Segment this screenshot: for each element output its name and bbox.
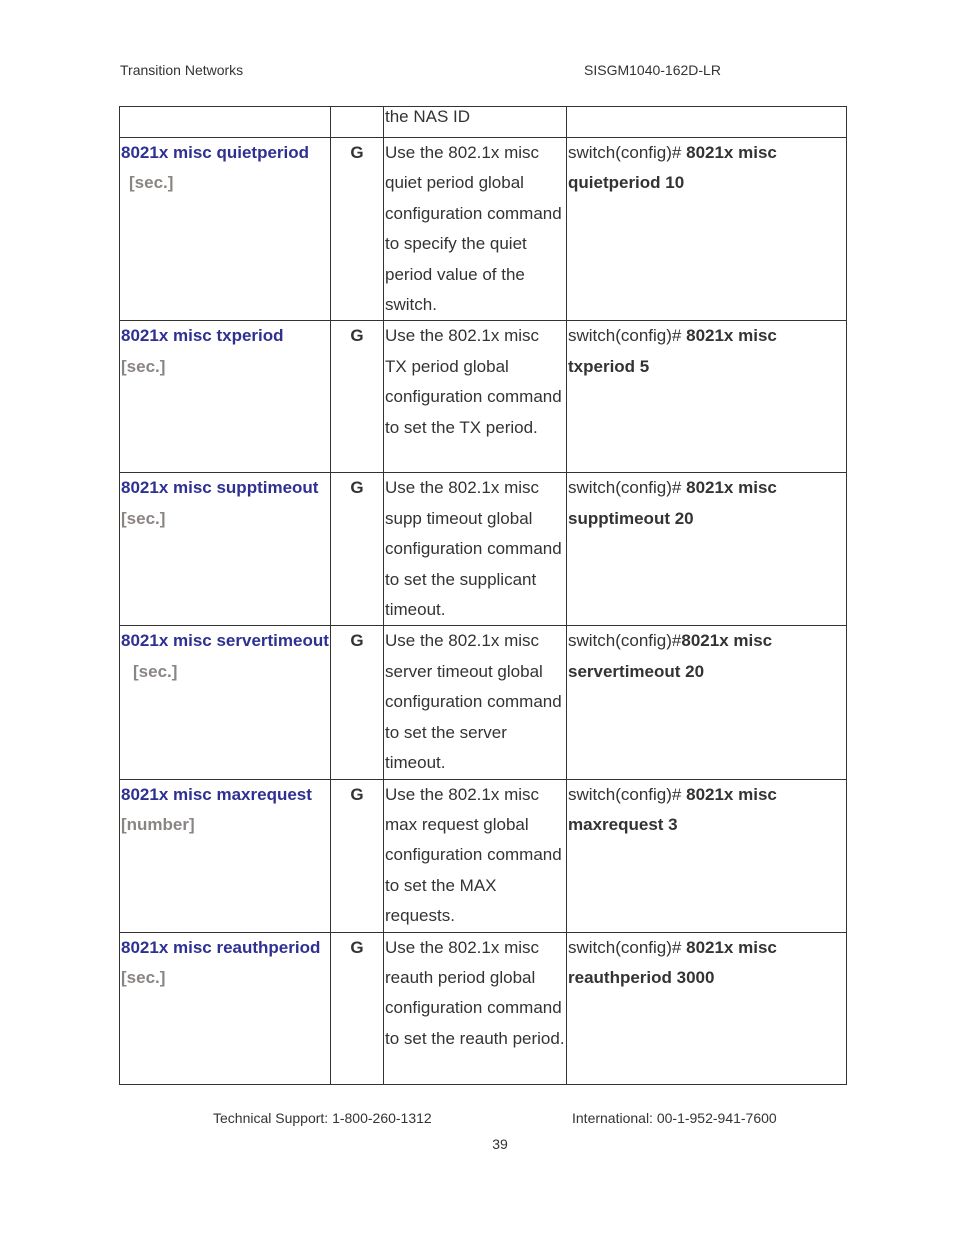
mode-cell: G (331, 138, 384, 321)
table-row (120, 779, 847, 932)
command-param: [number] (121, 814, 195, 834)
command-param: [sec.] (121, 356, 166, 376)
description-cell: the NAS ID (384, 107, 567, 138)
command-cell (120, 626, 331, 779)
mode-cell: G (331, 626, 384, 779)
header-model: SISGM1040-162D-LR (584, 62, 721, 78)
command-name: 8021x misc quietperiod (121, 143, 310, 162)
example-prompt: switch(config)# (568, 937, 687, 957)
example-prompt: switch(config)# (568, 784, 687, 804)
command-cell (120, 138, 331, 321)
command-cell (120, 321, 331, 473)
table-row (120, 626, 847, 779)
command-name: 8021x misc maxrequest (121, 784, 312, 804)
example-command: 8021x misc servertimeout 20 (568, 631, 773, 681)
command-param: [sec.] (129, 173, 174, 193)
example-prompt: switch(config)# (568, 143, 687, 162)
example-cell (567, 932, 847, 1084)
table-row (120, 138, 847, 321)
command-name: 8021x misc reauthperiod (121, 937, 321, 957)
example-cell (567, 626, 847, 779)
example-command: 8021x misc quietperiod 10 (568, 143, 777, 193)
example-cell (567, 321, 847, 473)
table-row (120, 321, 847, 473)
command-name: 8021x misc txperiod (121, 326, 284, 346)
example-cell (567, 473, 847, 626)
table-row (120, 473, 847, 626)
command-name: 8021x misc supptimeout (121, 478, 319, 498)
mode-cell (331, 107, 384, 138)
example-prompt: switch(config)# (568, 478, 687, 498)
mode-cell: G (331, 321, 384, 473)
example-cell (567, 779, 847, 932)
footer-support: Technical Support: 1-800-260-1312 (213, 1110, 432, 1126)
example-cell (567, 138, 847, 321)
description-cell: Use the 802.1x misc max request global configuration command to set the MAX requests. (384, 779, 567, 932)
command-name: 8021x misc servertimeout (121, 631, 329, 651)
footer-international: International: 00-1-952-941-7600 (572, 1110, 777, 1126)
mode-cell: G (331, 473, 384, 626)
description-cell: Use the 802.1x misc TX period global configuration command to set the TX period. (384, 321, 567, 473)
example-command: 8021x misc txperiod 5 (568, 326, 777, 376)
description-cell: Use the 802.1x misc reauth period global configuration command to set the reauth period. (384, 932, 567, 1084)
example-prompt: switch(config)# (568, 631, 682, 651)
example-command: 8021x misc reauthperiod 3000 (568, 937, 777, 987)
mode-cell: G (331, 932, 384, 1084)
command-cell (120, 932, 331, 1084)
example-prompt: switch(config)# (568, 326, 687, 346)
example-cell (567, 107, 847, 138)
command-cell (120, 473, 331, 626)
command-param: [sec.] (121, 508, 166, 528)
description-cell: Use the 802.1x misc quiet period global configuration command to specify the quiet period value of the switch. (384, 138, 567, 321)
command-param: [sec.] (121, 967, 166, 987)
example-command: 8021x misc maxrequest 3 (568, 784, 777, 834)
page-number: 39 (492, 1136, 508, 1152)
command-table (119, 106, 847, 1085)
description-cell: Use the 802.1x misc supp timeout global configuration command to set the supplicant timeout. (384, 473, 567, 626)
example-command: 8021x misc supptimeout 20 (568, 478, 777, 528)
mode-cell: G (331, 779, 384, 932)
command-cell (120, 107, 331, 138)
header-company: Transition Networks (120, 62, 244, 78)
command-cell (120, 779, 331, 932)
table-row-continued (120, 107, 847, 138)
table-row (120, 932, 847, 1084)
command-param: [sec.] (133, 661, 178, 681)
description-cell: Use the 802.1x misc server timeout global configuration command to set the server timeout. (384, 626, 567, 779)
